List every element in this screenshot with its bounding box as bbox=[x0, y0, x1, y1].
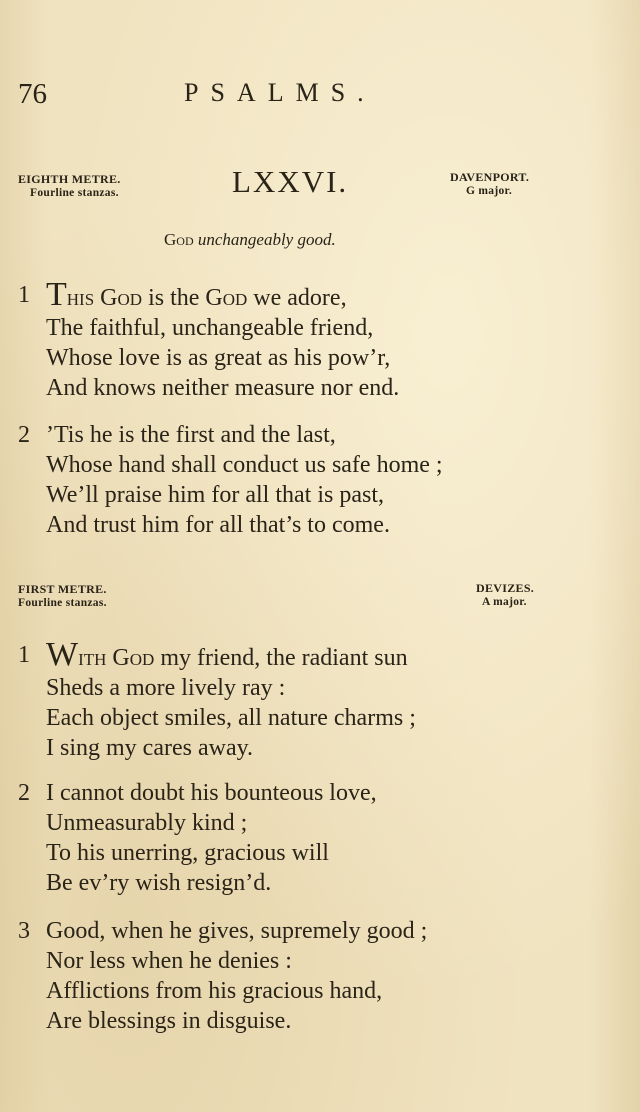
verse-text: my friend, the radiant sun bbox=[154, 645, 408, 671]
verse-line: I cannot doubt his bounteous love, bbox=[46, 780, 377, 806]
page-number: 76 bbox=[18, 78, 47, 110]
stanza-number: 3 bbox=[18, 918, 30, 944]
stanza bbox=[18, 276, 400, 403]
verse-line: The faithful, unchangeable friend, bbox=[46, 315, 374, 341]
meter-detail: Fourline stanzas. bbox=[30, 187, 119, 199]
meter-detail: Fourline stanzas. bbox=[18, 597, 107, 609]
verse-line: Nor less when he denies : bbox=[46, 948, 292, 974]
verse-line: Whose hand shall conduct us safe home ; bbox=[46, 452, 443, 478]
running-head: PSALMS. bbox=[184, 78, 376, 107]
verse-text: we adore, bbox=[247, 285, 347, 311]
verse-line: Good, when he gives, supremely good ; bbox=[46, 918, 428, 944]
verse-line: Be ev’ry wish resign’d. bbox=[46, 870, 272, 896]
verse-line: ’Tis he is the first and the last, bbox=[46, 422, 336, 448]
verse-line: I sing my cares away. bbox=[46, 735, 254, 761]
small-caps-run: his God bbox=[66, 285, 143, 311]
stanza bbox=[18, 420, 443, 540]
tune-key: G major. bbox=[466, 185, 513, 197]
stanza bbox=[18, 636, 416, 763]
small-caps-run: God bbox=[205, 285, 248, 311]
drop-cap: W bbox=[46, 636, 79, 673]
verse-line: To his unerring, gracious will bbox=[46, 840, 329, 866]
stanza-number: 1 bbox=[18, 282, 30, 308]
verse-line: Afflictions from his gracious hand, bbox=[46, 978, 383, 1004]
verse-line: Whose love is as great as his pow’r, bbox=[46, 345, 391, 371]
meter-label: EIGHTH METRE. bbox=[18, 172, 121, 186]
psalm-subtitle bbox=[164, 230, 336, 250]
stanza bbox=[18, 916, 427, 1036]
drop-cap: T bbox=[46, 276, 67, 313]
stanza-number: 2 bbox=[18, 422, 30, 448]
verse-line: Unmeasurably kind ; bbox=[46, 810, 248, 836]
meter-label: FIRST METRE. bbox=[18, 582, 107, 596]
stanza bbox=[18, 778, 377, 898]
verse-text: is the bbox=[142, 285, 206, 311]
stanza-number: 1 bbox=[18, 642, 30, 668]
verse-line: Are blessings in disguise. bbox=[46, 1008, 292, 1034]
psalm-number: LXXVI. bbox=[232, 164, 349, 199]
tune-name: DEVIZES. bbox=[476, 581, 535, 595]
verse-line: And knows neither measure nor end. bbox=[46, 375, 400, 401]
verse-line: Each object smiles, all nature charms ; bbox=[46, 705, 416, 731]
tune-name: DAVENPORT. bbox=[450, 170, 530, 184]
verse-line: We’ll praise him for all that is past, bbox=[46, 482, 384, 508]
tune-key: A major. bbox=[482, 596, 527, 608]
verse-line bbox=[18, 276, 399, 313]
verse-line: And trust him for all that’s to come. bbox=[46, 512, 390, 538]
subtitle-italic: unchangeably good. bbox=[197, 230, 336, 249]
stanza-number: 2 bbox=[18, 780, 30, 806]
subtitle-caps: God bbox=[164, 230, 194, 249]
verse-line: Sheds a more lively ray : bbox=[46, 675, 286, 701]
small-caps-run: ith God bbox=[78, 645, 155, 671]
verse-line bbox=[18, 636, 416, 673]
